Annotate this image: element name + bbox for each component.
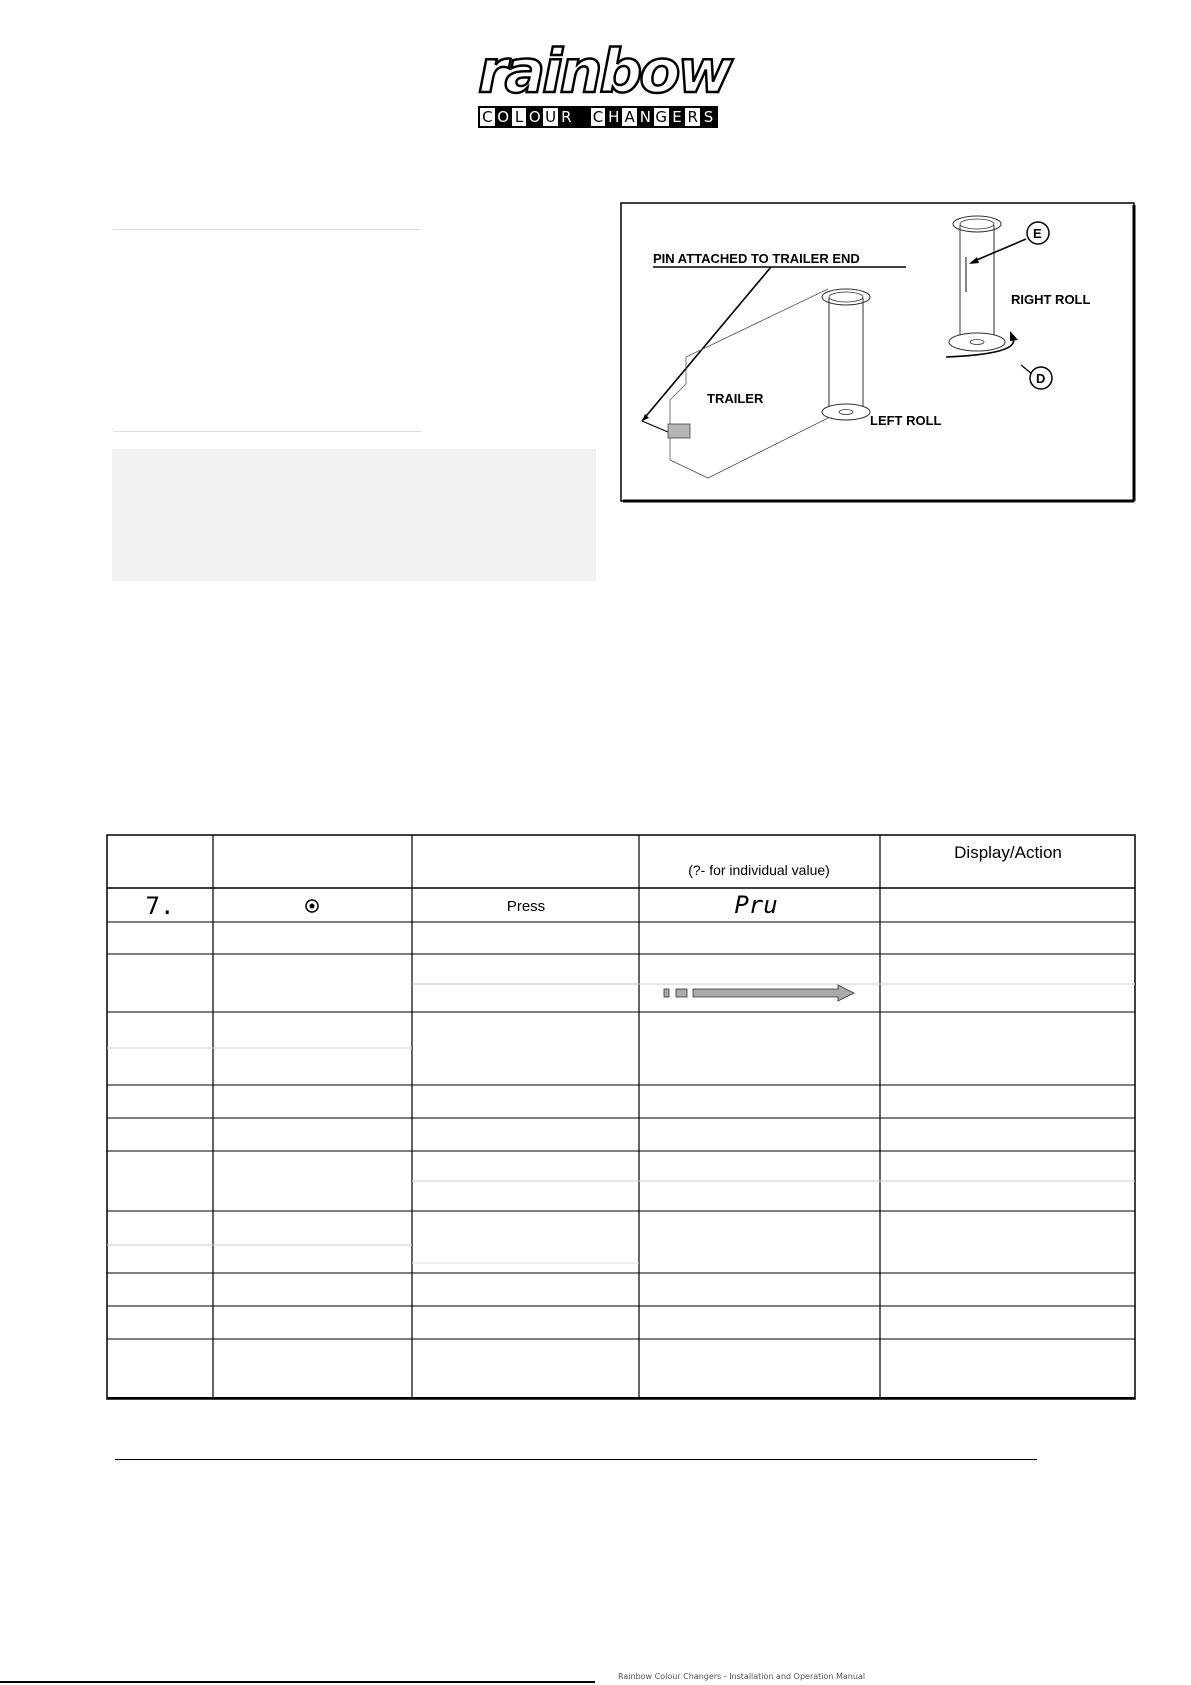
note-box [112,449,596,581]
marker-d: D [1036,371,1046,386]
label-trailer: TRAILER [707,391,764,406]
step-number: 7. [145,892,175,920]
label-pin: PIN ATTACHED TO TRAILER END [653,251,860,266]
logo-wordmark: rainbow [478,37,730,107]
figure-frame [621,203,1134,501]
progress-arrow-icon [664,985,854,1001]
label-right-roll: RIGHT ROLL [1011,292,1091,307]
logo-letter: L [512,108,528,126]
trailer-pin-shape [668,424,690,438]
logo-letter: S [701,108,716,126]
logo-letter [575,108,591,126]
logo-letter: C [480,108,496,126]
display-pru: Pru [734,891,778,919]
logo-letter: O [527,108,543,126]
header-note: (?- for individual value) [688,862,830,878]
logo-letter: O [496,108,512,126]
logo-tagline [478,106,718,128]
header-display-action: Display/Action [954,843,1062,862]
logo-letter: G [654,108,670,126]
logo-letter: E [670,108,686,126]
logo-letter: U [543,108,559,126]
programming-table [106,834,1136,1400]
logo-letter: N [638,108,654,126]
target-circle-icon [306,900,318,912]
label-left-roll: LEFT ROLL [870,413,942,428]
section-divider [113,431,421,432]
footer-divider [0,1681,595,1683]
action-press: Press [506,898,546,915]
brand-logo [470,37,730,140]
logo-letter: R [685,108,701,126]
footer-text: Rainbow Colour Changers - Installation and Operation Manual [618,1672,866,1681]
trailer-roll-diagram [620,202,1136,504]
logo-letter: C [591,108,607,126]
marker-e: E [1033,226,1042,241]
logo-letter: A [622,108,638,126]
logo-letter: H [606,108,622,126]
logo-letter: R [559,108,575,126]
page-divider [115,1459,1037,1460]
section-divider [113,229,421,230]
